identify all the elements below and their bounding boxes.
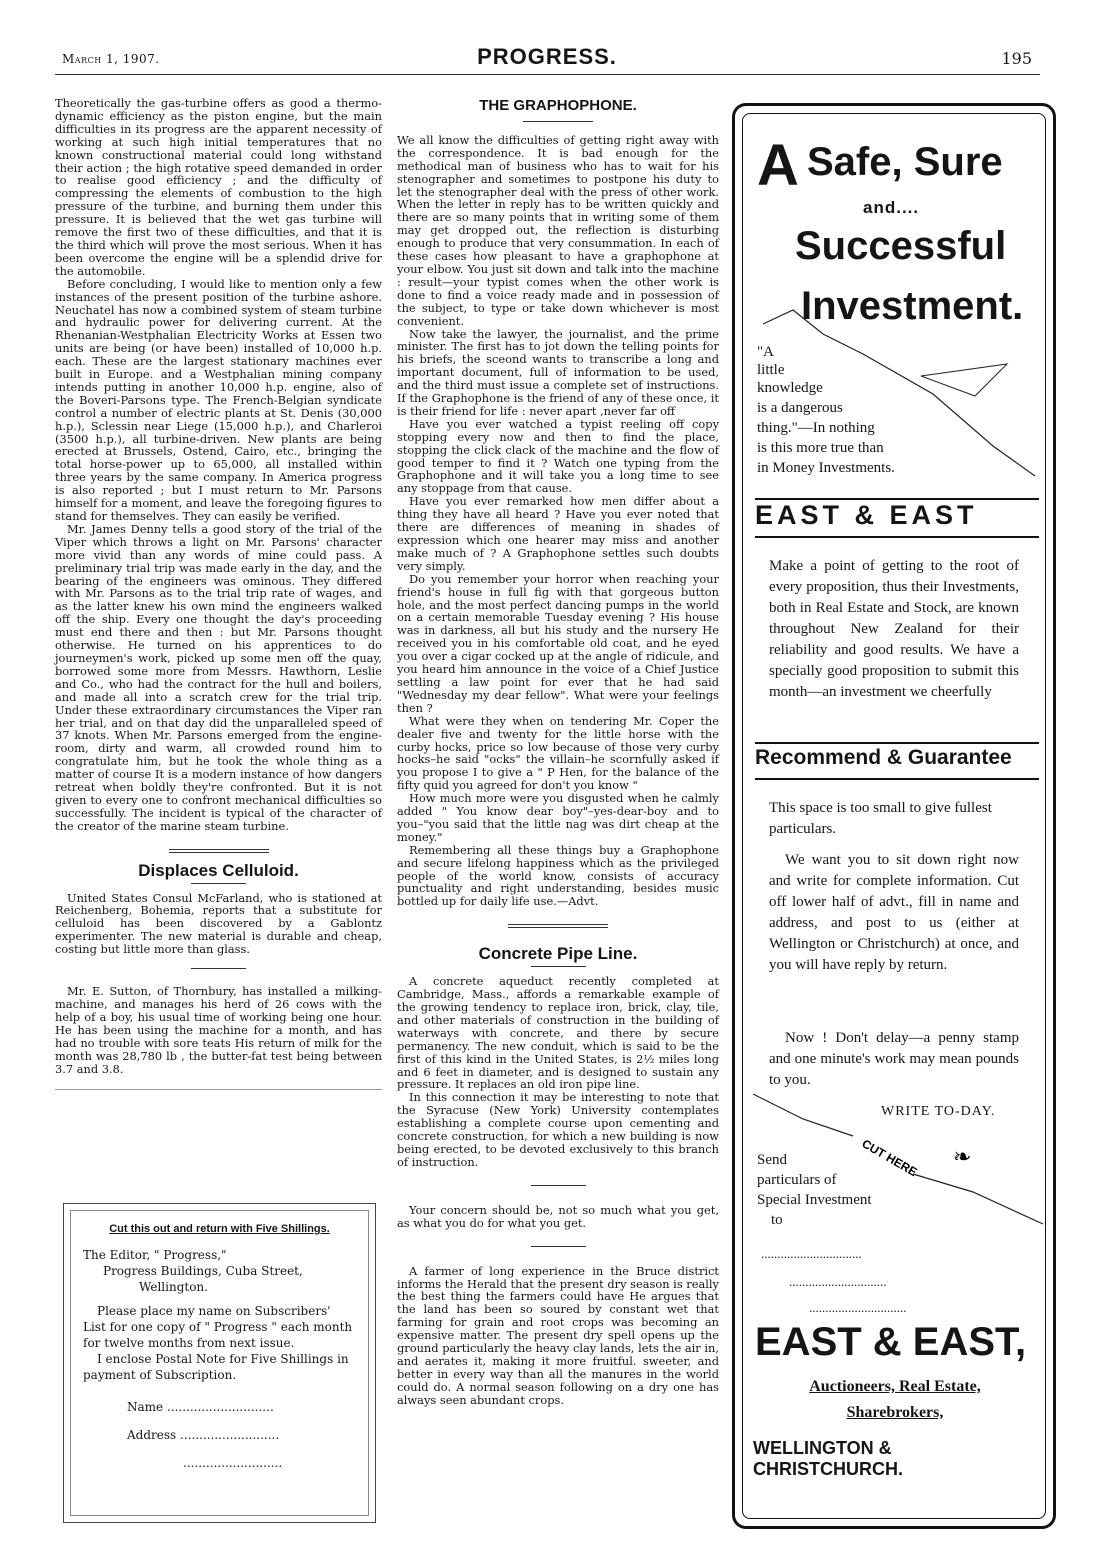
ad-now-text: Now ! Don't delay—a penny stamp and one minute's work may mean pounds to you. (769, 1030, 1019, 1088)
turbine-paragraph: Before concluding, I would like to mention only a few instances of the present position of the turbine ashore. Neuchatel has now a combined system of steam turbine and hydraulic power for delivering current. At the Rhenanian-Westphalian Electricity Works at Essen two units are being (or have been) installed of 10,000 h.p. each. These are the largest stationary machines ever built in Europe. and a Westphalian mining company intends putting in another 10,000 h.p. engine, also of the Boveri-Parsons type. The French-Belgian syndicate control a number of electric plants at St. Denis (30,000 h.p.), Sclessin near Liege (15,000 h.p.), and Charleroi (3500 h.p.), all turbine-driven. New plants are being erected at Brussels, Ostend, Cairo, etc., bringing the total horse-power up to 65,000, all installed within three years by the same company. In America progress is also reported ; but I must return to Mr. Parsons himself for a moment, and leave the foregoing figures to stand for themselves. They can easily be verified. (55, 276, 382, 523)
heading-underline (531, 966, 586, 967)
ad-big-letter: A (757, 133, 799, 198)
graphophone-paragraph: Have you ever watched a typist reeling off copy stopping every now and then to find the place, stopping the click clack of the machine and the flow of good temper to find it ? Watch one typing from the Graphophone and it will take you a long time to see any stoppage from that cause. (397, 416, 719, 496)
header-rule (55, 74, 1040, 75)
heading-underline (191, 883, 246, 884)
address-field[interactable]: Address .......................... (127, 1428, 280, 1442)
turbine-paragraph: Theoretically the gas-turbine offers as good a thermo-dynamic efficiency as the piston engine, but the main difficulties in its progress are the apparent necessity of working at such high initial temperatures that no known constructional material could long withstand their action ; the high rotative speed demanded in order to realise good efficiency ; and the difficulty of compressing the elements of combustion to the high pressure of the turbine, and burning them under this pressure. It is believed that the wet gas turbine will remove the first two of these difficulties, and that it is the third which will prove the most serious. When it has been overcome the engine will be a splendid drive for the automobile. (55, 96, 382, 278)
celluloid-heading: Displaces Celluloid. (138, 860, 299, 880)
coupon-address-line: Progress Buildings, Cuba Street, (103, 1264, 303, 1278)
ad-inner-border (742, 113, 1046, 1519)
ornament-icon: ❧ (953, 1145, 972, 1170)
graphophone-paragraph: How much more were you disgusted when he calmly added " You know dear boy"–yes-dear-boy and to you–"you said that the little nag was dirt cheap at the money." (397, 791, 719, 844)
celluloid-paragraph: United States Consul McFarland, who is stationed at Reichenberg, Bohemia, reports that a substitute for celluloid has been discovered by a Gablontz experimenter. The new material is durable and cheap, costing but little more than glass. (55, 890, 382, 957)
coupon-title: Cut this out and return with Five Shillings. (109, 1223, 330, 1235)
graphophone-heading: THE GRAPHOPHONE. (479, 97, 637, 114)
ad-quote-line: in Money Investments. (757, 460, 895, 476)
ad-firm-name-large: EAST & EAST, (755, 1320, 1027, 1364)
issue-date: March 1, 1907. (62, 52, 160, 66)
concrete-paragraph: In this connection it may be interesting to note that the Syracuse (New York) University contemplates establishing a complete course upon cementing and concrete construction, for which a new building is now being erected, to be devoted exclusively to this branch of instruction. (397, 1090, 719, 1169)
concrete-paragraph: A concrete aqueduct recently completed at Cambridge, Mass., affords a remarkable example of the growing tendency to replace iron, brick, clay, tile, and other materials of construction in the building of waterways with concrete, and there by secure permanency. The new conduit, which is said to be the first of this kind in the United States, is 2½ miles long and 6 feet in diameter, and is designed to sustain any pressure. It replaces an old iron pipe line. (397, 974, 719, 1092)
cut-line-lower (913, 1174, 1043, 1224)
ad-recommend: Recommend & Guarantee (755, 746, 1012, 769)
ad-quote-line: is this more true than (757, 440, 884, 456)
article-divider (531, 1246, 586, 1247)
ad-send-line: Send (757, 1152, 787, 1168)
coupon-request: Please place my name on Subscribers' List for one copy of " Progress " each month for twelve months from next issue. (83, 1304, 353, 1350)
coupon-enclose: I enclose Postal Note for Five Shillings in payment of Subscription. (83, 1352, 349, 1382)
ad-send-line: particulars of (757, 1172, 837, 1188)
publication-title: PROGRESS. (477, 44, 617, 69)
middle-column (397, 97, 719, 1407)
east-and-east-advertisement (732, 103, 1056, 1529)
ad-and: and.... (863, 198, 920, 217)
concern-paragraph: Your concern should be, not so much what you get, as what you do for what you get. (397, 1202, 719, 1230)
ad-want-you: We want you to sit down right now and write for complete information. Cut off lower half of advt., fill in name and address, and post to us (either at Wellington or Christchurch) at once, and you will have reply by return. (769, 852, 1019, 973)
ad-firm-name: EAST & EAST (755, 500, 978, 530)
ad-point-text: Make a point of getting to the root of every proposition, thus their Investments, both in Real Estate and Stock, are known throughout New Zealand for their reliability and good results. We have a specially good proposition to submit this month—an investment we cheerfully (769, 558, 1019, 700)
ad-quote-line: "A (757, 344, 774, 360)
article-divider (191, 968, 246, 969)
cut-here-mark: CUT HERE (859, 1136, 920, 1180)
left-column (55, 97, 382, 1100)
graphophone-paragraph: Now take the lawyer, the journalist, and the prime minister. The first has to jot down the telling points for his briefs, the sceond wants to transcribe a long and important document, full of information to be used, and the third must issue a complete set of instructions. If the Graphophone is the friend of any of these once, it is their friend for life : never apart ,never far off (397, 326, 719, 418)
ad-cities: WELLINGTON & CHRISTCHURCH. (753, 1438, 903, 1479)
ad-rule (755, 742, 1039, 744)
ad-quote-line: little (757, 362, 785, 378)
ad-address-line[interactable]: ............................... (761, 1246, 862, 1261)
name-field[interactable]: Name ............................ (127, 1400, 274, 1414)
subscription-coupon (63, 1203, 376, 1523)
cut-line-upper (753, 1094, 853, 1136)
ad-safe-sure: Safe, Sure (807, 140, 1003, 184)
ad-quote-line: is a dangerous (757, 400, 843, 416)
page-header (62, 44, 1032, 74)
address-field-extra[interactable]: .......................... (183, 1456, 283, 1470)
page-number: 195 (1001, 49, 1032, 68)
ad-rule (755, 536, 1039, 538)
graphophone-paragraph: What were they when on tendering Mr. Coper the dealer five and twenty for the little horse with the curby hocks, price so low because of those very curby hocks–he said "ocks" the villain–he scornfully asked if you propose I to give a " P Hen, for the balance of the fifty quid you agreed for don't you know " (397, 713, 719, 793)
farmer-paragraph: A farmer of long experience in the Bruce district informs the Herald that the present dry season is really the best thing the farmers could have He argues that the land has been so soured by constant wet that farming for grain and root crops was becoming an expensive matter. The present dry spell opens up the ground particularly the heavy clay lands, lets the air in, and aerates it, making it more fruitful. sweeter, and better in every way than all the manures in the world could do. A normal season following on a dry one has always seen abundant crops. (397, 1263, 719, 1407)
ad-quote-line: knowledge (757, 380, 823, 396)
ad-write-today: WRITE TO-DAY. (881, 1104, 996, 1119)
concrete-heading: Concrete Pipe Line. (478, 944, 638, 964)
column-rule (55, 1089, 382, 1090)
milking-paragraph: Mr. E. Sutton, of Thornbury, has installed a milking-machine, and manages his herd of 26 cows with the help of a boy, his usual time of working being one hour. He has been using the machine for a month, and has had no trouble with sore teats His return of milk for the month was 28,780 lb , the butter-fat test being between 3.7 and 3.8. (55, 984, 382, 1076)
ad-investment: Investment. (801, 284, 1024, 328)
coupon-address-line: The Editor, " Progress," (83, 1248, 227, 1262)
article-divider (531, 1185, 586, 1186)
section-divider (508, 924, 608, 928)
arrow-rule (921, 364, 1007, 396)
ad-address-line[interactable]: .............................. (809, 1300, 907, 1315)
ad-quote-line: thing."—In nothing (757, 420, 875, 436)
graphophone-paragraph: Do you remember your horror when reaching your friend's house in full fig with that gorgeous button hole, and the most perfect dancing pumps in the world on a certain memorable Tuesday evening ? His house was in darkness, all but his study and the nursery He received you in his comfortable old coat, and he eyed you over a cigar cocked up at the angle of ridicule, and you heard him announce in the voice of a Chief Justice settling a law point for ever that he had said "Wednesday my dear fellow". What were your feelings then ? (397, 571, 719, 715)
cut-here-lines (743, 1074, 1047, 1234)
graphophone-paragraph: Remembering all these things buy a Graphophone and secure lifelong happiness which as the privileged people of the world know, consists of accuracy punctuality and right understanding, besides music bottled up for daily life use.—Advt. (397, 842, 719, 909)
ad-rule (755, 778, 1039, 780)
ad-small-space: This space is too small to give fullest particulars. (769, 800, 992, 837)
ad-successful: Successful (795, 224, 1007, 268)
ad-send-line: Special Investment (757, 1192, 872, 1208)
coupon-address-line: Wellington. (139, 1280, 208, 1294)
ad-address-line[interactable]: .............................. (789, 1274, 887, 1289)
graphophone-paragraph: Have you ever remarked how men differ about a thing they have all heard ? Have you ever noted that there are differences of meaning in shades of expression which one hearer may miss and another make much of ? A Graphophone settles such doubts very simply. (397, 494, 719, 573)
graphophone-paragraph: We all know the difficulties of getting right away with the correspondence. It is bad enough for the methodical man of business who has to wait for his stenographer and sometimes to postpone his duty to let the stenographer deal with the press of other work. When the letter in reply has to be written quickly and there are so many points that in writing some of them may get dropped out, the reflection is disturbing enough to produce that very consummation. In each of these cases how pleasant to have a graphophone at your elbow. You just sit down and talk into the machine : result—your typist comes when the other work is done to find a voice ready made and in possession of the subject, to type or take down whichever is most convenient. (397, 132, 719, 328)
coupon-border (70, 1210, 369, 1516)
section-divider (169, 849, 269, 853)
heading-ornament (523, 121, 593, 122)
ad-sharebrokers: Sharebrokers, (846, 1404, 944, 1421)
ad-auctioneers: Auctioneers, Real Estate, (809, 1378, 981, 1395)
turbine-paragraph: Mr. James Denny tells a good story of the trial of the Viper which throws a light on Mr. Parsons' character more vivid than any words of mine could pass. A preliminary trial trip was made early in the day, and the bearing of the engineers was ominous. They differed with Mr. Parsons as to the trial trip rate of wages, and as the latter knew his own mind the engineers walked off the ship. Every one thought the day's proceeding must end there and then : but Mr. Parsons thought otherwise. He turned on his apprentices to do journeymen's work, picked up some men off the quay, borrowed some more from Messrs. Hawthorn, Leslie and Co., who had the contract for the hull and boilers, and made all into a scratch crew for the trial trip. Under these extraordinary circumstances the Viper ran her trial, and on that day did the unparalleled speed of 37 knots. When Mr. Parsons emerged from the engine-room, dirty and warm, all crowded round him to congratulate him, but he took the whole thing as a matter of course It is a modern instance of how dangers retreat when boldly they're confronted. But it is not given to every one to confront mechanical difficulties so successfully. The incident is typical of the character of the creator of the marine steam turbine. (55, 521, 382, 833)
ad-send-line: to (771, 1212, 783, 1228)
